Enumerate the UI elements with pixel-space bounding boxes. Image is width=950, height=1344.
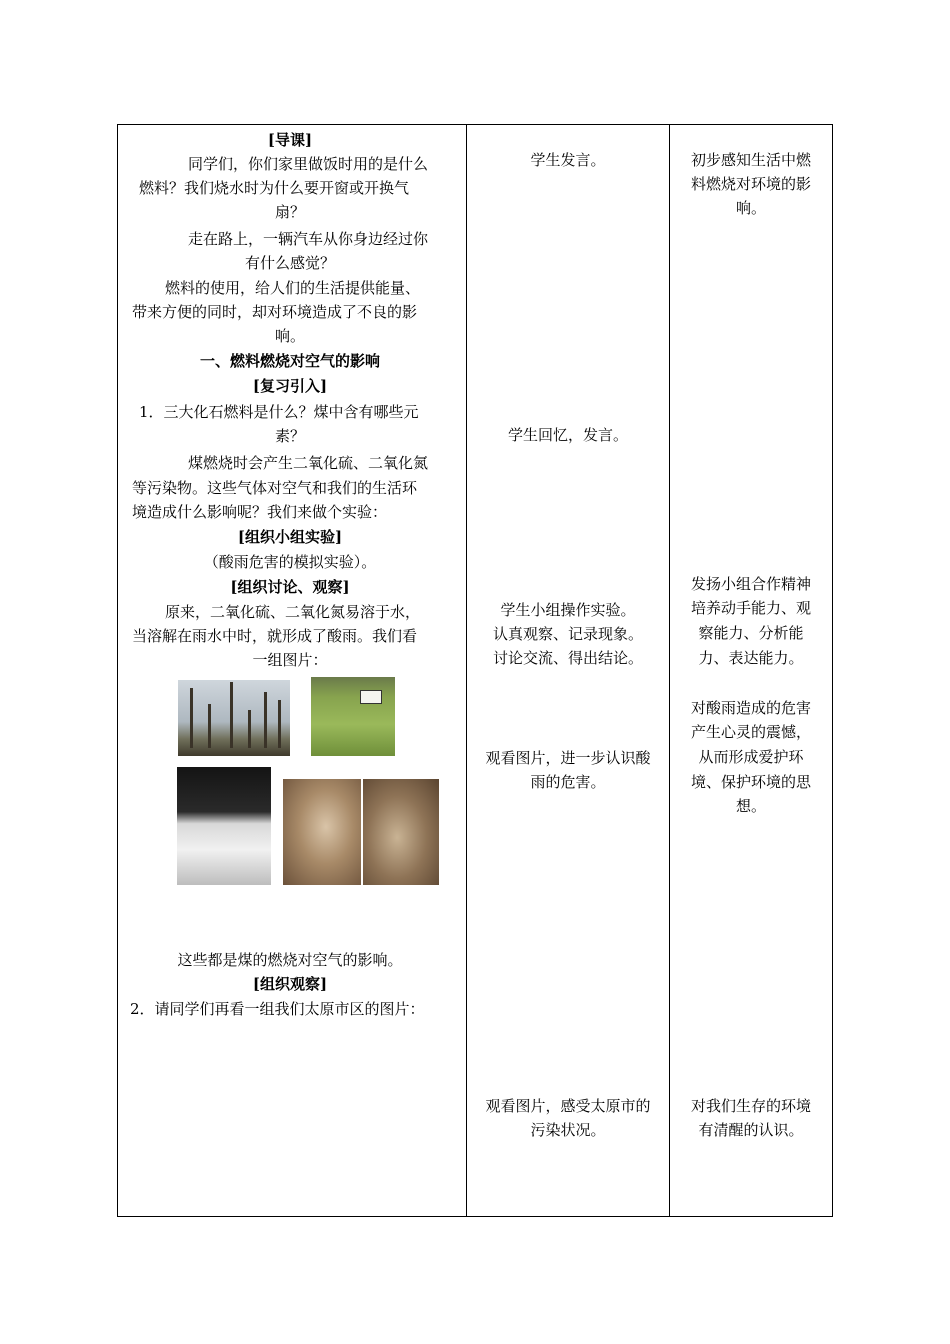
- question-2: 2．请同学们再看一组我们太原市区的图片：: [130, 1000, 425, 1018]
- design-intent-3-line-5: 想。: [735, 797, 766, 815]
- field-sign-icon: [360, 690, 382, 704]
- design-intent-3-line-1: 对酸雨造成的危害: [690, 699, 811, 717]
- heading-review: [复习引入]: [252, 377, 328, 395]
- question-1-line-1: 1．三大化石燃料是什么？煤中含有哪些元: [139, 403, 419, 421]
- design-intent-1-line-3: 响。: [735, 199, 766, 217]
- eroded-marble-railing-photo: [177, 767, 271, 885]
- student-activity-2: 学生回忆，发言。: [507, 426, 628, 444]
- column-divider-2: [669, 125, 670, 1216]
- eroded-statue-photo-1: [283, 779, 361, 885]
- acid-rain-line-1: 原来，二氧化硫、二氧化氮易溶于水，: [165, 603, 421, 621]
- experiment-name: （酸雨危害的模拟实验）。: [203, 553, 377, 571]
- student-activity-4-line-2: 雨的危害。: [530, 773, 606, 791]
- summary-text: 这些都是煤的燃烧对空气的影响。: [177, 951, 403, 969]
- damaged-crop-field-photo: [311, 677, 395, 756]
- intro-paragraph-3-line-1: 燃料的使用，给人们的生活提供能量、: [165, 279, 421, 297]
- acid-rain-line-3: 一组图片：: [252, 651, 328, 669]
- design-intent-3-line-3: 从而形成爱护环: [698, 748, 804, 766]
- heading-intro: [导课]: [267, 131, 313, 149]
- question-1-line-2: 素？: [274, 427, 305, 445]
- design-intent-1-line-2: 料燃烧对环境的影: [690, 175, 811, 193]
- acid-rain-line-2: 当溶解在雨水中时，就形成了酸雨。我们看: [132, 627, 418, 645]
- student-activity-3-line-3: 讨论交流、得出结论。: [492, 649, 643, 667]
- design-intent-2-line-4: 力、表达能力。: [698, 649, 804, 667]
- design-intent-1-line-1: 初步感知生活中燃: [690, 151, 811, 169]
- intro-paragraph-3-line-3: 响。: [274, 327, 305, 345]
- student-activity-4-line-1: 观看图片，进一步认识酸: [485, 749, 651, 767]
- design-intent-3-line-4: 境、保护环境的思: [690, 773, 811, 791]
- student-activity-1: 学生发言。: [530, 151, 606, 169]
- design-intent-2-line-2: 培养动手能力、观: [690, 599, 811, 617]
- design-intent-2-line-1: 发扬小组合作精神: [690, 575, 811, 593]
- column-divider-1: [466, 125, 467, 1216]
- heading-experiment: [组织小组实验]: [237, 528, 343, 546]
- intro-paragraph-1-line-1: 同学们，你们家里做饭时用的是什么: [188, 155, 429, 173]
- intro-paragraph-3-line-2: 带来方便的同时，却对环境造成了不良的影: [132, 303, 418, 321]
- intro-paragraph-1-line-2: 燃料？我们烧水时为什么要开窗或开换气: [139, 179, 410, 197]
- heading-observe: [组织观察]: [252, 975, 328, 993]
- eroded-statue-photo-2: [363, 779, 439, 885]
- design-intent-4-line-1: 对我们生存的环境: [690, 1097, 811, 1115]
- section-title: 一、燃料燃烧对空气的影响: [199, 352, 380, 370]
- heading-discuss: [组织讨论、观察]: [230, 578, 350, 596]
- intro-paragraph-1-line-3: 扇？: [274, 203, 305, 221]
- intro-paragraph-2-line-2: 有什么感觉？: [244, 254, 335, 272]
- coal-paragraph-line-3: 境造成什么影响呢？我们来做个实验：: [132, 503, 388, 521]
- coal-paragraph-line-2: 等污染物。这些气体对空气和我们的生活环: [132, 479, 418, 497]
- student-activity-5-line-1: 观看图片，感受太原市的: [485, 1097, 651, 1115]
- coal-paragraph-line-1: 煤燃烧时会产生二氧化硫、二氧化氮: [188, 454, 429, 472]
- student-activity-3-line-1: 学生小组操作实验。: [500, 601, 636, 619]
- design-intent-3-line-2: 产生心灵的震憾，: [690, 723, 811, 741]
- dead-forest-photo: [178, 680, 290, 756]
- design-intent-4-line-2: 有清醒的认识。: [698, 1121, 804, 1139]
- student-activity-3-line-2: 认真观察、记录现象。: [492, 625, 643, 643]
- design-intent-2-line-3: 察能力、分析能: [698, 624, 804, 642]
- student-activity-5-line-2: 污染状况。: [530, 1121, 606, 1139]
- intro-paragraph-2-line-1: 走在路上，一辆汽车从你身边经过你: [188, 230, 429, 248]
